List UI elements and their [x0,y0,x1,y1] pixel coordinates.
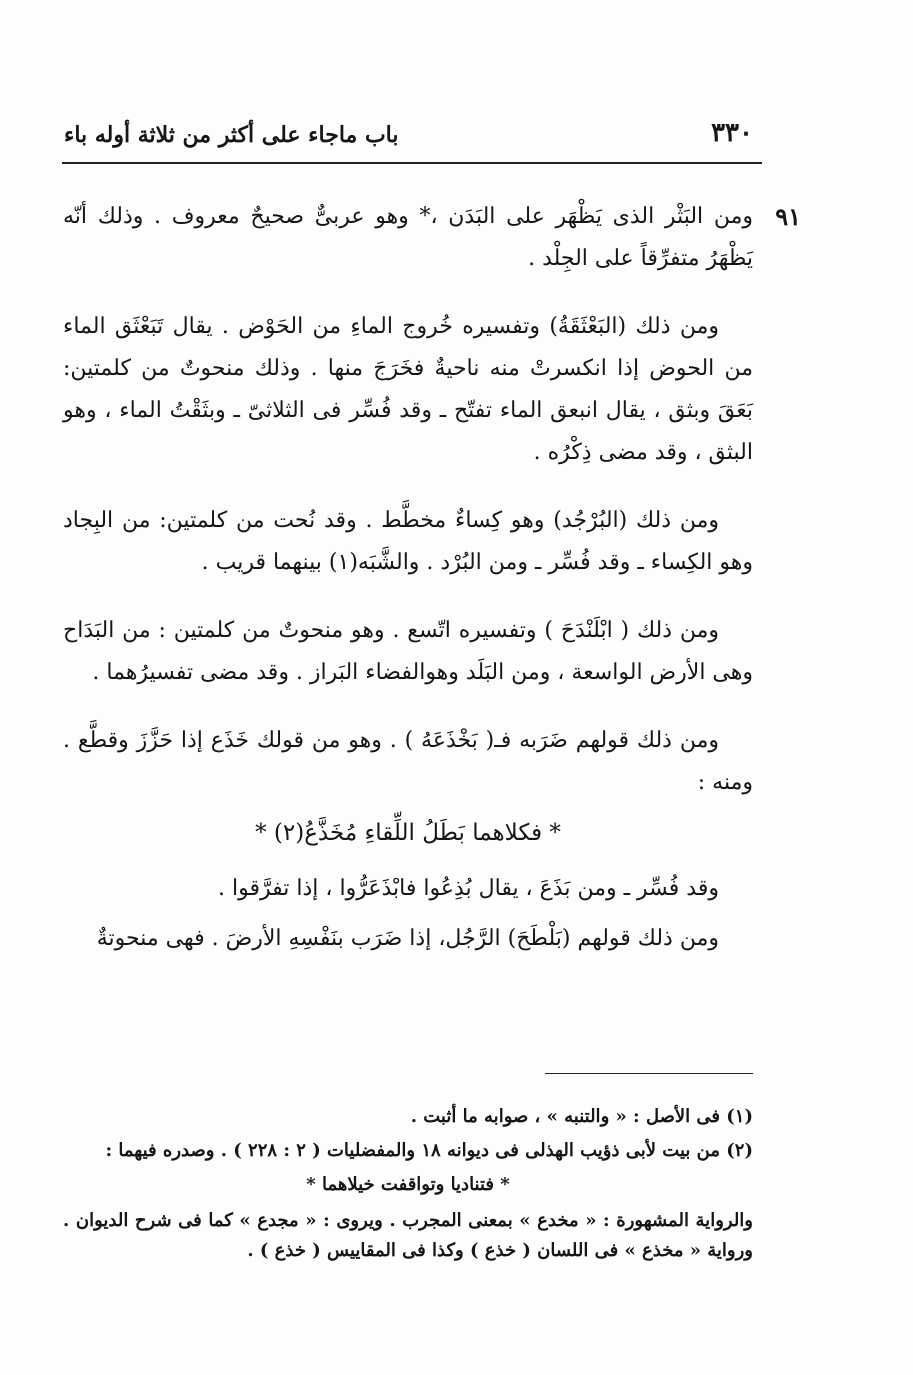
footnote-verse: * فتناديا وتواقفت خيلاهما * [306,1174,510,1195]
running-title: باب ماجاء على أكثر من ثلاثة أوله باء [64,122,399,148]
paragraph: ومن ذلك (البُرْجُد) وهو كِساءٌ مخطَّط . وقد نُحت من كلمتين: من البِجاد وهو الكِساء ـ وقد فُسِّر ـ ومن البُرْد . والشَّبَه(١) بينهما قريب . [63,508,753,575]
paragraph: ومن ذلك قولهم (بَلْطَحَ) الرَّجُل، إذا ضَرَب بنَفْسِهِ الأرضَ . فهى منحوتةٌ [96,926,719,951]
footnote: (١) فى الأصل : « والتنبه » ، صوابه ما أثبت . [410,1106,753,1127]
entry-number: ٩١ [775,202,801,231]
paragraph: ومن البَثْر الذى يَظْهَر على البَدَن ،* وهو عربىٌّ صحيحٌ معروف . وذلك أنّه يَظْهَرُ متفرِّقاً على الجِلْد . [63,204,753,271]
page-number: ٣٣٠ [711,118,753,148]
paragraph: وقد فُسِّر ـ ومن بَذَعَ ، يقال بُذِعُوا فابْذَعَرُّوا ، إذا تفرَّقوا . [218,876,719,901]
header-divider [62,162,762,164]
main-text [63,196,753,986]
footnote-divider [545,1073,753,1074]
page-header [64,112,753,156]
paragraph: ومن ذلك (البَعْثَقَةُ) وتفسيره خُروج الماءِ من الحَوْض . يقال تَبَعْثَق الماء من الحوض إذا انكسرتْ منه ناحيةٌ فخَرَجَ منها . وذلك منحوتٌ من كلمتين: بَعَقَ وبثق ، يقال انبعق الماء تفتّح ـ وقد فُسِّر فى الثلاثىّ ـ وبثَقْتُ الماء ، وهو البثق ، وقد مضى ذِكْرُه . [63,314,753,465]
verse-line: * فكلاهما بَطَلُ اللِّقاءِ مُخَذَّعُ(٢) * [255,820,561,846]
paragraph: ومن ذلك ( ابْلَنْدَحَ ) وتفسيره اتّسع . وهو منحوتٌ من كلمتين : من البَدَاح وهى الأرض الواسعة ، ومن البَلَد وهوالفضاء البَراز . وقد مضى تفسيرُهما . [63,618,753,685]
paragraph: ومن ذلك قولهم ضَرَبه فـ( بَخْذَعَهُ ) . وهو من قولك خَذَع إذا حَزَّزَ وقطَّع . ومنه : [63,728,753,795]
footnotes [63,1102,753,1270]
footnote-note: والرواية المشهورة : « مخدع » بمعنى المجرب . ويروى : « مجدع » كما فى شرح الديوان . ورواية « مخذع » فى اللسان ( خذع ) وكذا فى المقاييس ( خذع ) . [63,1210,753,1261]
footnote: (٢) من بيت لأبى ذؤيب الهذلى فى ديوانه ١٨ والمفضليات ( ٢ : ٢٢٨ ) . وصدره فيهما : [105,1140,753,1161]
